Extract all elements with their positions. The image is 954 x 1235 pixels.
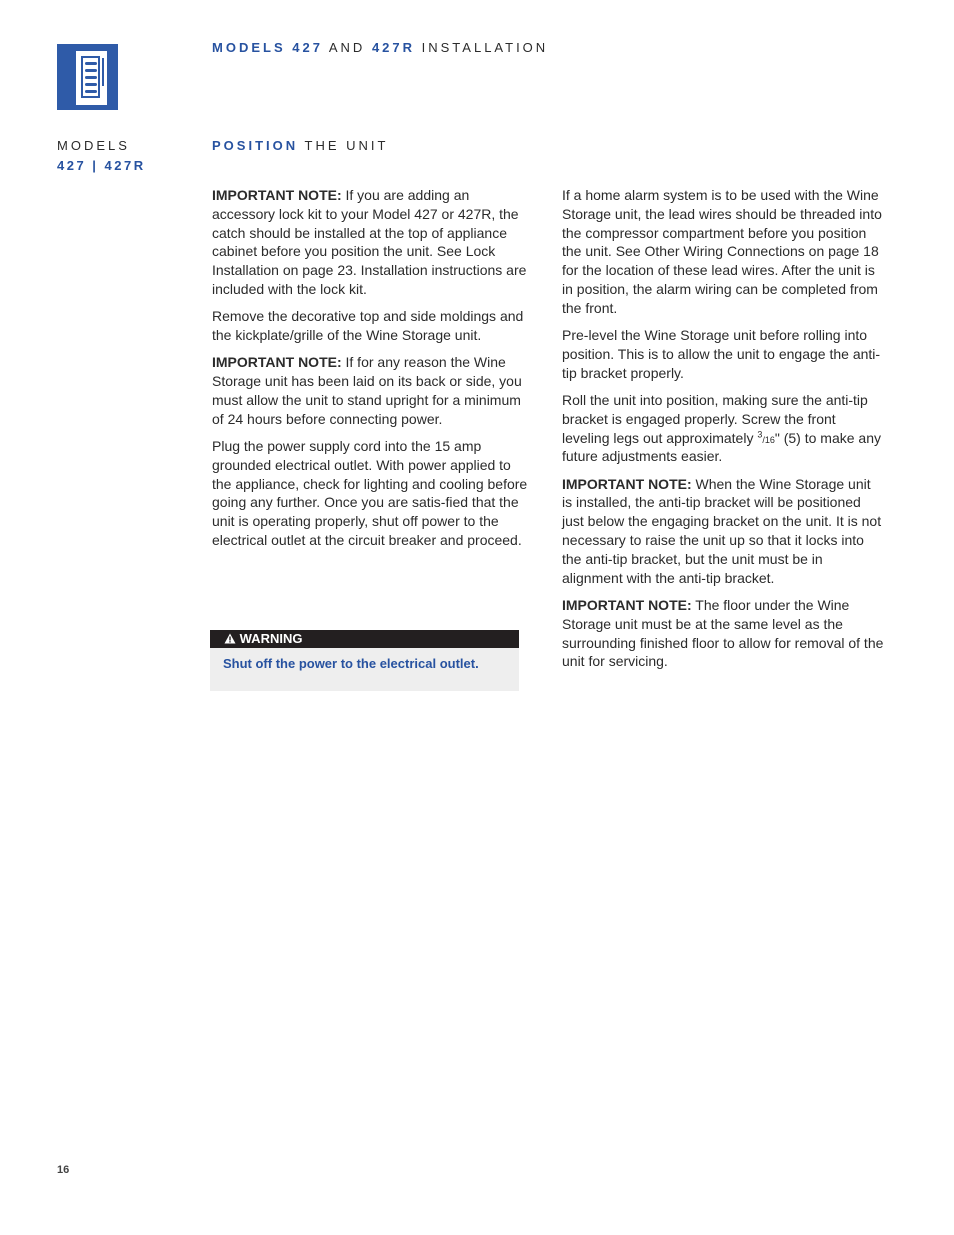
logo-shelf [85, 76, 97, 79]
header-model-b: 427R [371, 40, 416, 55]
header-model-a: 427 [292, 40, 323, 55]
warning-box [210, 630, 519, 691]
paragraph-text: Roll the unit into position, making sure the anti-tip bracket is engaged properly. Screw the front leveling legs out approximately [562, 391, 868, 446]
warning-label: WARNING [239, 631, 303, 646]
logo-shelf [85, 90, 97, 93]
paragraph-text: Pre-level the Wine Storage unit before rolling into position. This is to allow the unit to engage the anti-tip bracket properly. [562, 327, 881, 381]
fraction-denominator: /16 [762, 434, 775, 445]
header-models-word: MODELS [212, 40, 286, 55]
important-note-label: IMPORTANT NOTE: [212, 187, 342, 203]
important-note-label: IMPORTANT NOTE: [562, 475, 692, 492]
paragraph [562, 475, 884, 588]
section-title-rest: THE UNIT [304, 138, 389, 153]
paragraph-text: Remove the decorative top and side moldings and the kickplate/grille of the Wine Storage unit. [212, 308, 524, 344]
paragraph [562, 326, 884, 382]
left-column [212, 186, 534, 558]
warning-bar [210, 630, 519, 648]
paragraph-text: The floor under the Wine Storage unit must be at the same level as the surrounding finished floor to allow for removal of the unit for servicing. [562, 596, 884, 670]
warning-triangle-icon [224, 633, 236, 644]
sidebar-model-numbers: 427 | 427R [57, 158, 146, 173]
paragraph-text: If a home alarm system is to be used with the Wine Storage unit, the lead wires should be threaded into the compressor compartment before you position the unit. See Other Wiring Connections on page 18 for the location of these lead wires. After the unit is in position, the alarm wiring can be completed from the front. [562, 187, 882, 316]
header-installation-word: INSTALLATION [421, 40, 549, 55]
important-note-label: IMPORTANT NOTE: [212, 354, 342, 371]
section-title-bold: POSITION [212, 138, 299, 153]
logo-door-inner [81, 56, 100, 98]
logo-handle [102, 58, 104, 86]
right-column [562, 186, 884, 680]
logo-shelf [85, 62, 97, 65]
paragraph-text: If for any reason the Wine Storage unit has been laid on its back or side, you must allow the unit to stand upright for a minimum of 24 hours before connecting power. [212, 354, 522, 427]
wine-storage-logo-icon [57, 44, 118, 110]
running-header [212, 40, 548, 55]
paragraph [212, 307, 534, 345]
section-title [212, 138, 388, 153]
paragraph [562, 391, 884, 466]
logo-shelf [85, 69, 97, 72]
paragraph [212, 186, 534, 299]
paragraph [212, 437, 534, 550]
paragraph [212, 353, 534, 428]
important-note-label: IMPORTANT NOTE: [562, 596, 692, 613]
paragraph-text: Plug the power supply cord into the 15 amp grounded electrical outlet. With power applied to the appliance, check for lighting and cooling before going any further. Once you are satis-fied that the unit is operating properly, shut off power to the electrical outlet at the circuit breaker and proceed. [212, 438, 528, 549]
warning-message: Shut off the power to the electrical outlet. [223, 656, 479, 671]
paragraph-text: When the Wine Storage unit is installed, the anti-tip bracket will be positioned just below the engaging bracket on the unit. It is not necessary to raise the unit up so that it locks into the anti-tip bracket, but the unit must be in alignment with the anti-tip bracket. [562, 475, 882, 586]
paragraph [562, 596, 884, 671]
paragraph-text: " (5) to make any future adjustments easier. [562, 429, 881, 465]
logo-shelf [85, 83, 97, 86]
header-and-word: AND [328, 40, 366, 55]
sidebar-models-label: MODELS [57, 138, 130, 153]
fraction-numerator: 3 [757, 428, 763, 439]
page-number: 16 [57, 1164, 70, 1176]
logo-door [76, 51, 107, 105]
paragraph-text: If you are adding an accessory lock kit to your Model 427 or 427R, the catch should be installed at the top of appliance cabinet before you position the unit. See Lock Installation on page 23. Installation instructions are included with the lock kit. [212, 187, 527, 297]
paragraph [562, 186, 884, 318]
